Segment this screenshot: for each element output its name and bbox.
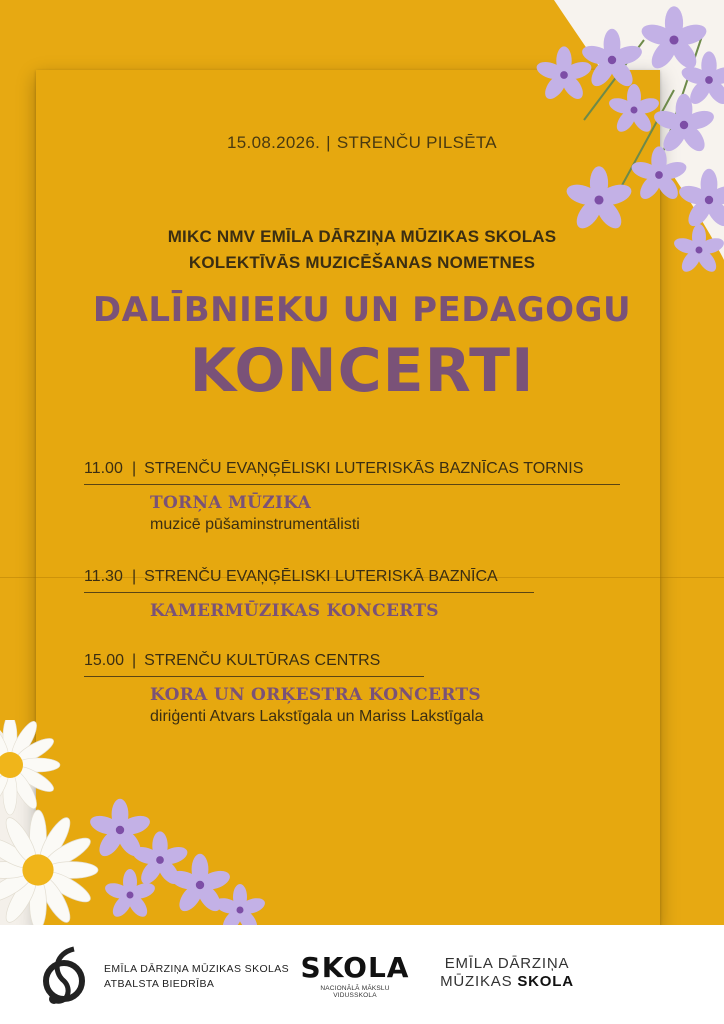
- event-venue: STRENČU EVAŅĢĒLISKI LUTERISKĀ BAZNĪCA: [144, 568, 498, 585]
- separator: |: [326, 133, 331, 152]
- music-school-logo: [432, 955, 582, 991]
- event-subtitle: muzicē pūšaminstrumentālisti: [150, 516, 360, 533]
- event-item: [84, 460, 620, 534]
- music-school-line-2: [432, 973, 582, 991]
- music-school-word: MŪZIKAS: [440, 973, 518, 990]
- event-title: TORŅA MŪZIKA: [150, 493, 312, 513]
- music-school-word-bold: SKOLA: [517, 973, 574, 990]
- organizer-line-1: MIKC NMV EMĪLA DĀRZIŅA MŪZIKAS SKOLAS: [167, 227, 557, 246]
- title-line-2: KONCERTI: [189, 336, 535, 406]
- divider: [84, 484, 620, 485]
- treble-clef-logo-icon: [38, 945, 96, 1005]
- organizer-line-2: KOLEKTĪVĀS MUZICĒŠANAS NOMETNES: [188, 253, 536, 272]
- event-header: [84, 568, 534, 592]
- separator: |: [132, 460, 137, 477]
- skola-logo-text: SKOLA: [300, 951, 410, 984]
- event-time: 11.30: [84, 568, 123, 585]
- event-venue: STRENČU EVAŅĢĒLISKI LUTERISKĀS BAZNĪCAS TORNIS: [144, 460, 584, 477]
- support-society-line-1: EMĪLA DĀRZIŅA MŪZIKAS SKOLAS: [104, 963, 290, 975]
- skola-logo: [300, 951, 410, 999]
- event-time: 15.00: [84, 652, 125, 669]
- event-item: [84, 652, 484, 726]
- event-header: [84, 652, 484, 676]
- event-subtitle: diriģenti Atvars Lakstīgala un Mariss Lakstīgala: [150, 708, 484, 725]
- event-date: 15.08.2026.: [227, 133, 321, 152]
- divider: [84, 592, 534, 593]
- daisy-flowers-decoration: [0, 720, 280, 930]
- event-title: KAMERMŪZIKAS KONCERTS: [150, 601, 439, 621]
- title-line-1: DALĪBNIEKU UN PEDAGOGU: [92, 290, 632, 330]
- support-society-line-2: ATBALSTA BIEDRĪBA: [104, 978, 215, 990]
- footer: [0, 925, 724, 1024]
- skola-logo-subtitle: NACIONĀLĀ MĀKSLU VIDUSSKOLA: [320, 985, 390, 999]
- divider: [84, 676, 424, 677]
- event-place: STRENČU PILSĒTA: [336, 133, 497, 152]
- event-header: [84, 460, 620, 484]
- music-school-line-1: EMĪLA DĀRZIŅA: [444, 955, 570, 972]
- support-society-name: [104, 962, 289, 992]
- separator: |: [132, 568, 137, 585]
- event-item: [84, 568, 534, 621]
- separator: |: [132, 652, 137, 669]
- event-venue: STRENČU KULTŪRAS CENTRS: [144, 652, 381, 669]
- phlox-flowers-decoration: [524, 0, 724, 280]
- event-title: KORA UN ORĶESTRA KONCERTS: [150, 685, 481, 705]
- event-time: 11.00: [84, 460, 123, 477]
